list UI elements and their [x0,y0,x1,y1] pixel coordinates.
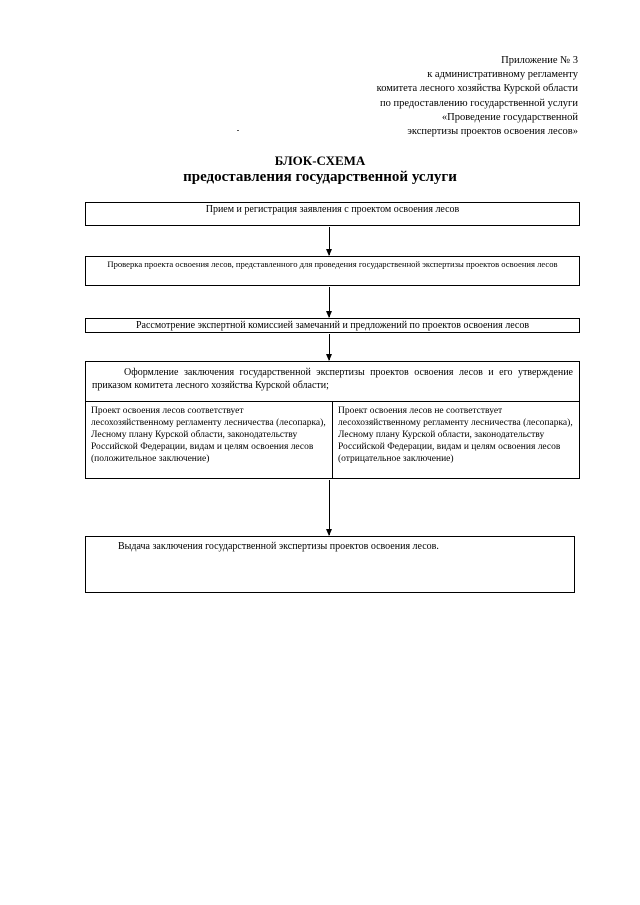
flow-step-reception [85,202,580,226]
flow-arrow-down-icon [329,227,330,255]
flow-step-text: Прием и регистрация заявления с проектом освоения лесов [205,204,460,215]
flow-step-check [85,256,580,286]
document-title: БЛОК-СХЕМА [274,153,366,168]
appendix-line: к административному регламенту [427,69,578,81]
flow-arrow-down-icon [329,480,330,535]
flow-step-issuance [85,536,575,593]
appendix-line: комитета лесного хозяйства Курской области [376,83,578,95]
flow-arrow-down-icon [329,287,330,317]
flow-step-conclusion [85,361,580,479]
conclusion-header: Оформление заключения государственной экспертизы проектов освоения лесов и его утверждение приказом комитета лесного хозяйства Курской области; [86,362,579,402]
flow-arrow-down-icon [329,334,330,360]
flow-step-review [85,318,580,333]
appendix-line: экспертизы проектов освоения лесов» [407,126,578,138]
document-subtitle: предоставления государственной услуги [183,169,457,185]
positive-conclusion: Проект освоения лесов соответствует лесохозяйственному регламенту лесничества (лесопарка), Лесному плану Курской области, законодательству Российской Федерации, видам и целям освоения лесов (положительное заключение) [86,402,333,478]
scan-speck [237,130,239,131]
appendix-header [377,54,578,139]
appendix-line: по предоставлению государственной услуги [380,97,578,109]
appendix-line: «Проведение государственной [441,111,578,123]
appendix-number: Приложение № 3 [501,55,578,66]
flow-step-text: Проверка проекта освоения лесов, представленного для проведения государственной экспертизы проектов освоения лесов [107,259,558,269]
flow-step-text: Рассмотрение экспертной комиссией замечаний и предложений по проектов освоения лесов [135,320,530,331]
conclusion-outcomes [86,402,579,478]
flow-step-text: Выдача заключения государственной экспертизы проектов освоения лесов. [118,541,439,552]
negative-conclusion: Проект освоения лесов не соответствует лесохозяйственному регламенту лесничества (лесопарка), Лесному плану Курской области, законодательству Российской Федерации, видам и целям освоения лесов (отрицательное заключение) [338,406,573,464]
